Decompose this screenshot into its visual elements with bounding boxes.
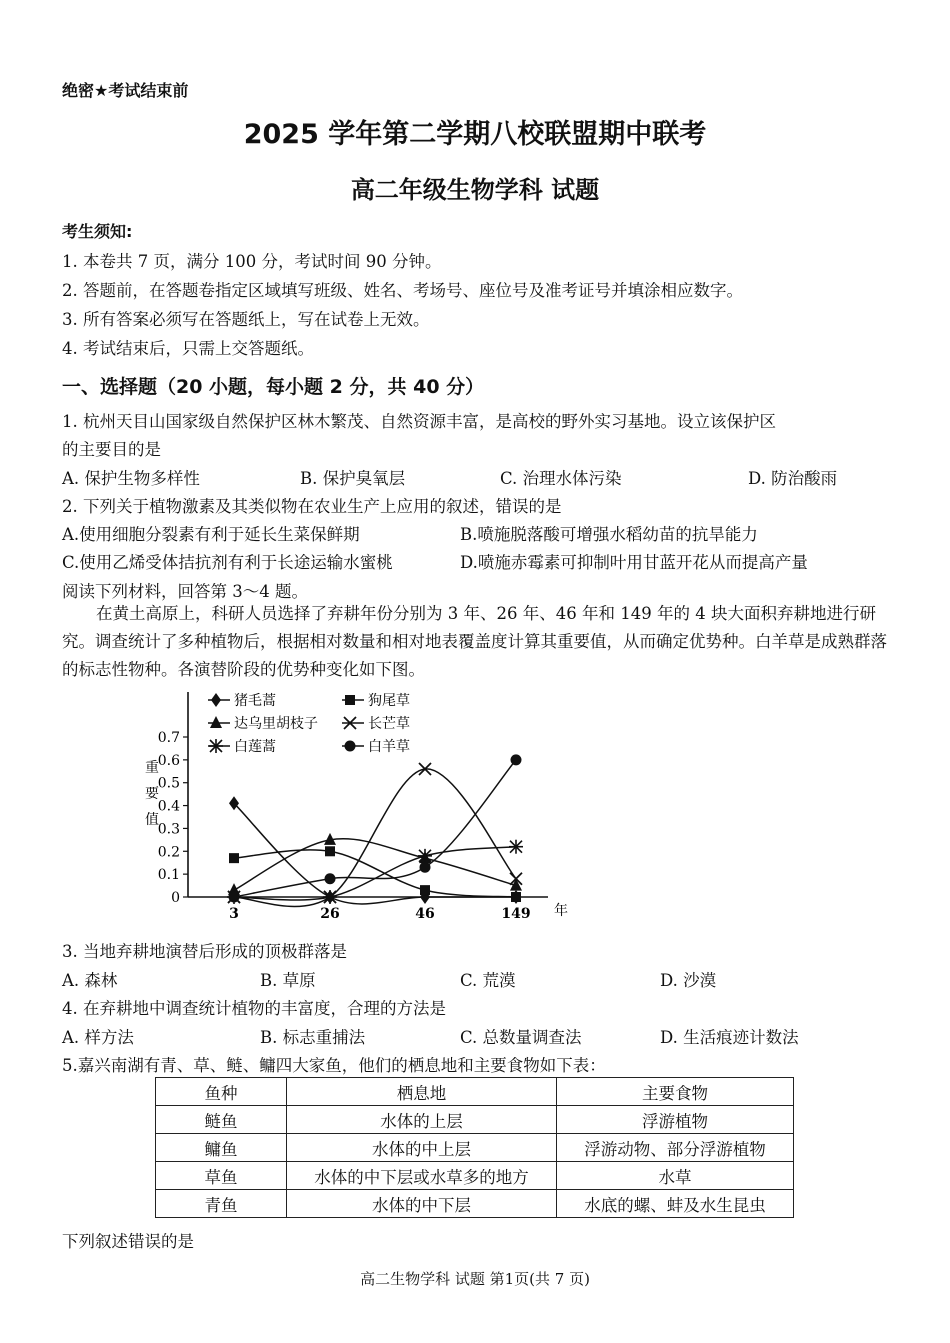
- legend-label: 白莲蒿: [234, 739, 276, 755]
- marker-circle: [325, 873, 336, 884]
- x-tick-label: 149: [501, 906, 531, 922]
- q2-option-b[interactable]: B.喷施脱落酸可增强水稻幼苗的抗旱能力: [460, 525, 758, 544]
- series-line: [234, 760, 516, 897]
- legend-label: 长芒草: [368, 716, 410, 732]
- series-line: [234, 847, 516, 900]
- table-cell: 鳙鱼: [156, 1134, 287, 1162]
- q3-option-a[interactable]: A. 森林: [62, 971, 118, 990]
- legend-item: [342, 715, 410, 732]
- q4-option-a[interactable]: A. 样方法: [62, 1028, 134, 1047]
- succession-chart: [120, 682, 600, 932]
- marker-square: [345, 695, 355, 705]
- section-title: 一、选择题（20 小题，每小题 2 分，共 40 分）: [62, 376, 485, 398]
- notice-item: 2. 答题前，在答题卷指定区域填写班级、姓名、考场号、座位号及准考证号并填涂相应数字。: [62, 281, 743, 300]
- q3-option-d[interactable]: D. 沙漠: [660, 971, 717, 990]
- marker-circle: [511, 754, 522, 765]
- marker-triangle: [210, 716, 222, 728]
- legend-item: [208, 715, 318, 732]
- y-tick-label: 0.6: [157, 752, 180, 769]
- q1-stem-cont: 的主要目的是: [62, 440, 161, 459]
- marker-square: [229, 853, 239, 863]
- table-cell: 鲢鱼: [156, 1106, 287, 1134]
- q1-option-b[interactable]: B. 保护臭氧层: [300, 469, 406, 488]
- table-cell: 水体的中上层: [287, 1134, 557, 1162]
- legend-item: [208, 738, 276, 755]
- y-tick-label: 0.5: [157, 775, 180, 792]
- table-cell: 浮游植物: [557, 1106, 794, 1134]
- exam-title: 2025 学年第二学期八校联盟期中联考: [243, 119, 707, 150]
- table-cell: 草鱼: [156, 1162, 287, 1190]
- table-header: 主要食物: [557, 1078, 794, 1106]
- series-line: [234, 850, 516, 897]
- marker-star: [418, 849, 432, 863]
- notice-item: 4. 考试结束后，只需上交答题纸。: [62, 339, 314, 358]
- material-intro: 阅读下列材料，回答第 3～4 题。: [62, 582, 308, 601]
- legend-label: 狗尾草: [368, 693, 410, 709]
- table-row: [156, 1106, 794, 1134]
- marker-diamond: [229, 796, 239, 810]
- q2-option-a[interactable]: A.使用细胞分裂素有利于延长生菜保鲜期: [62, 525, 360, 544]
- legend-marker-triangle: [208, 716, 230, 728]
- marker-square: [420, 885, 430, 895]
- q4-option-b[interactable]: B. 标志重捕法: [260, 1028, 366, 1047]
- q2-option-c[interactable]: C.使用乙烯受体拮抗剂有利于长途运输水蜜桃: [62, 553, 393, 572]
- table-header: 栖息地: [287, 1078, 557, 1106]
- table-header: 鱼种: [156, 1078, 287, 1106]
- confidential-label: 绝密★考试结束前: [62, 81, 189, 100]
- q2-stem: 2. 下列关于植物激素及其类似物在农业生产上应用的叙述，错误的是: [62, 497, 562, 516]
- table-cell: 青鱼: [156, 1190, 287, 1218]
- y-tick-label: 0.1: [157, 867, 180, 884]
- table-cell: 水草: [557, 1162, 794, 1190]
- y-tick-label: 0.4: [157, 798, 180, 815]
- legend-marker-star: [208, 739, 230, 753]
- chart-series-lines: [234, 760, 516, 907]
- page-footer: 高二生物学科 试题 第1页(共 7 页): [360, 1270, 590, 1288]
- marker-star: [509, 840, 523, 854]
- fish-table: [155, 1077, 794, 1218]
- legend-marker-square: [342, 695, 364, 705]
- y-tick-label: 0.7: [157, 730, 180, 746]
- x-axis-label: 年: [554, 903, 568, 919]
- legend-marker-x: [342, 717, 364, 729]
- marker-diamond: [211, 693, 221, 707]
- y-axis-label-3: 值: [145, 812, 159, 828]
- marker-square: [325, 846, 335, 856]
- x-tick-label: 26: [320, 906, 340, 922]
- table-header-row: [156, 1078, 794, 1106]
- notice-item: 1. 本卷共 7 页，满分 100 分，考试时间 90 分钟。: [62, 252, 442, 271]
- q1-option-d[interactable]: D. 防治酸雨: [748, 469, 838, 488]
- notice-heading: 考生须知:: [62, 222, 133, 241]
- table-cell: 水体的中下层: [287, 1190, 557, 1218]
- chart-markers: [227, 754, 523, 904]
- series-line: [234, 839, 516, 890]
- marker-circle: [229, 892, 240, 903]
- q3-option-c[interactable]: C. 荒漠: [460, 971, 516, 990]
- q2-option-d[interactable]: D.喷施赤霉素可抑制叶用甘蓝开花从而提高产量: [460, 553, 808, 572]
- material-text: 在黄土高原上，科研人员选择了弃耕年份分别为 3 年、26 年、46 年和 149 年的 4 块大面积弃耕地进行研究。调查统计了多种植物后，根据相对数量和相对地表覆盖度计算其重要值，从而确定优势种。白羊草是成熟群落的标志性物种。各演替阶段的优势种变化如下图。: [62, 604, 887, 679]
- legend-marker-circle: [342, 741, 364, 752]
- table-cell: 水体的上层: [287, 1106, 557, 1134]
- marker-circle: [420, 862, 431, 873]
- y-tick-label: 0.3: [157, 821, 180, 838]
- q1-option-a[interactable]: A. 保护生物多样性: [62, 469, 200, 488]
- legend-marker-diamond: [208, 693, 230, 707]
- y-tick-label: 0: [171, 890, 180, 906]
- table-cell: 水体的中下层或水草多的地方: [287, 1162, 557, 1190]
- marker-star: [323, 890, 337, 904]
- marker-square: [511, 892, 521, 902]
- q1-stem: 1. 杭州天目山国家级自然保护区林木繁茂、自然资源丰富，是高校的野外实习基地。设立该保护区: [62, 412, 776, 431]
- table-cell: 浮游动物、部分浮游植物: [557, 1134, 794, 1162]
- table-row: [156, 1134, 794, 1162]
- marker-star: [209, 739, 223, 753]
- x-tick-label: 3: [229, 906, 239, 922]
- table-row: [156, 1190, 794, 1218]
- chart-legend: [208, 692, 410, 755]
- q3-option-b[interactable]: B. 草原: [260, 971, 316, 990]
- legend-item: [342, 739, 410, 755]
- legend-label: 达乌里胡枝子: [234, 716, 318, 732]
- notice-item: 3. 所有答案必须写在答题纸上，写在试卷上无效。: [62, 310, 430, 329]
- q5-after-text: 下列叙述错误的是: [62, 1232, 194, 1251]
- legend-label: 白羊草: [368, 739, 410, 755]
- q5-stem: 5.嘉兴南湖有青、草、鲢、鳙四大家鱼，他们的栖息地和主要食物如下表：: [62, 1056, 606, 1075]
- legend-item: [208, 692, 276, 709]
- q4-option-d[interactable]: D. 生活痕迹计数法: [660, 1028, 799, 1047]
- marker-circle: [345, 741, 356, 752]
- q4-option-c[interactable]: C. 总数量调查法: [460, 1028, 582, 1047]
- exam-subtitle: 高二年级生物学科 试题: [350, 176, 600, 204]
- y-tick-label: 0.2: [157, 844, 180, 861]
- y-axis-label-2: 要: [145, 786, 159, 802]
- q3-stem: 3. 当地弃耕地演替后形成的顶极群落是: [62, 942, 347, 961]
- legend-label: 猪毛蒿: [234, 693, 276, 709]
- x-tick-label: 46: [415, 906, 435, 922]
- legend-item: [342, 693, 410, 709]
- table-cell: 水底的螺、蚌及水生昆虫: [557, 1190, 794, 1218]
- table-row: [156, 1162, 794, 1190]
- series-line: [234, 769, 516, 907]
- q4-stem: 4. 在弃耕地中调查统计植物的丰富度，合理的方法是: [62, 999, 446, 1018]
- y-axis-label-1: 重: [145, 760, 159, 776]
- q1-option-c[interactable]: C. 治理水体污染: [500, 469, 622, 488]
